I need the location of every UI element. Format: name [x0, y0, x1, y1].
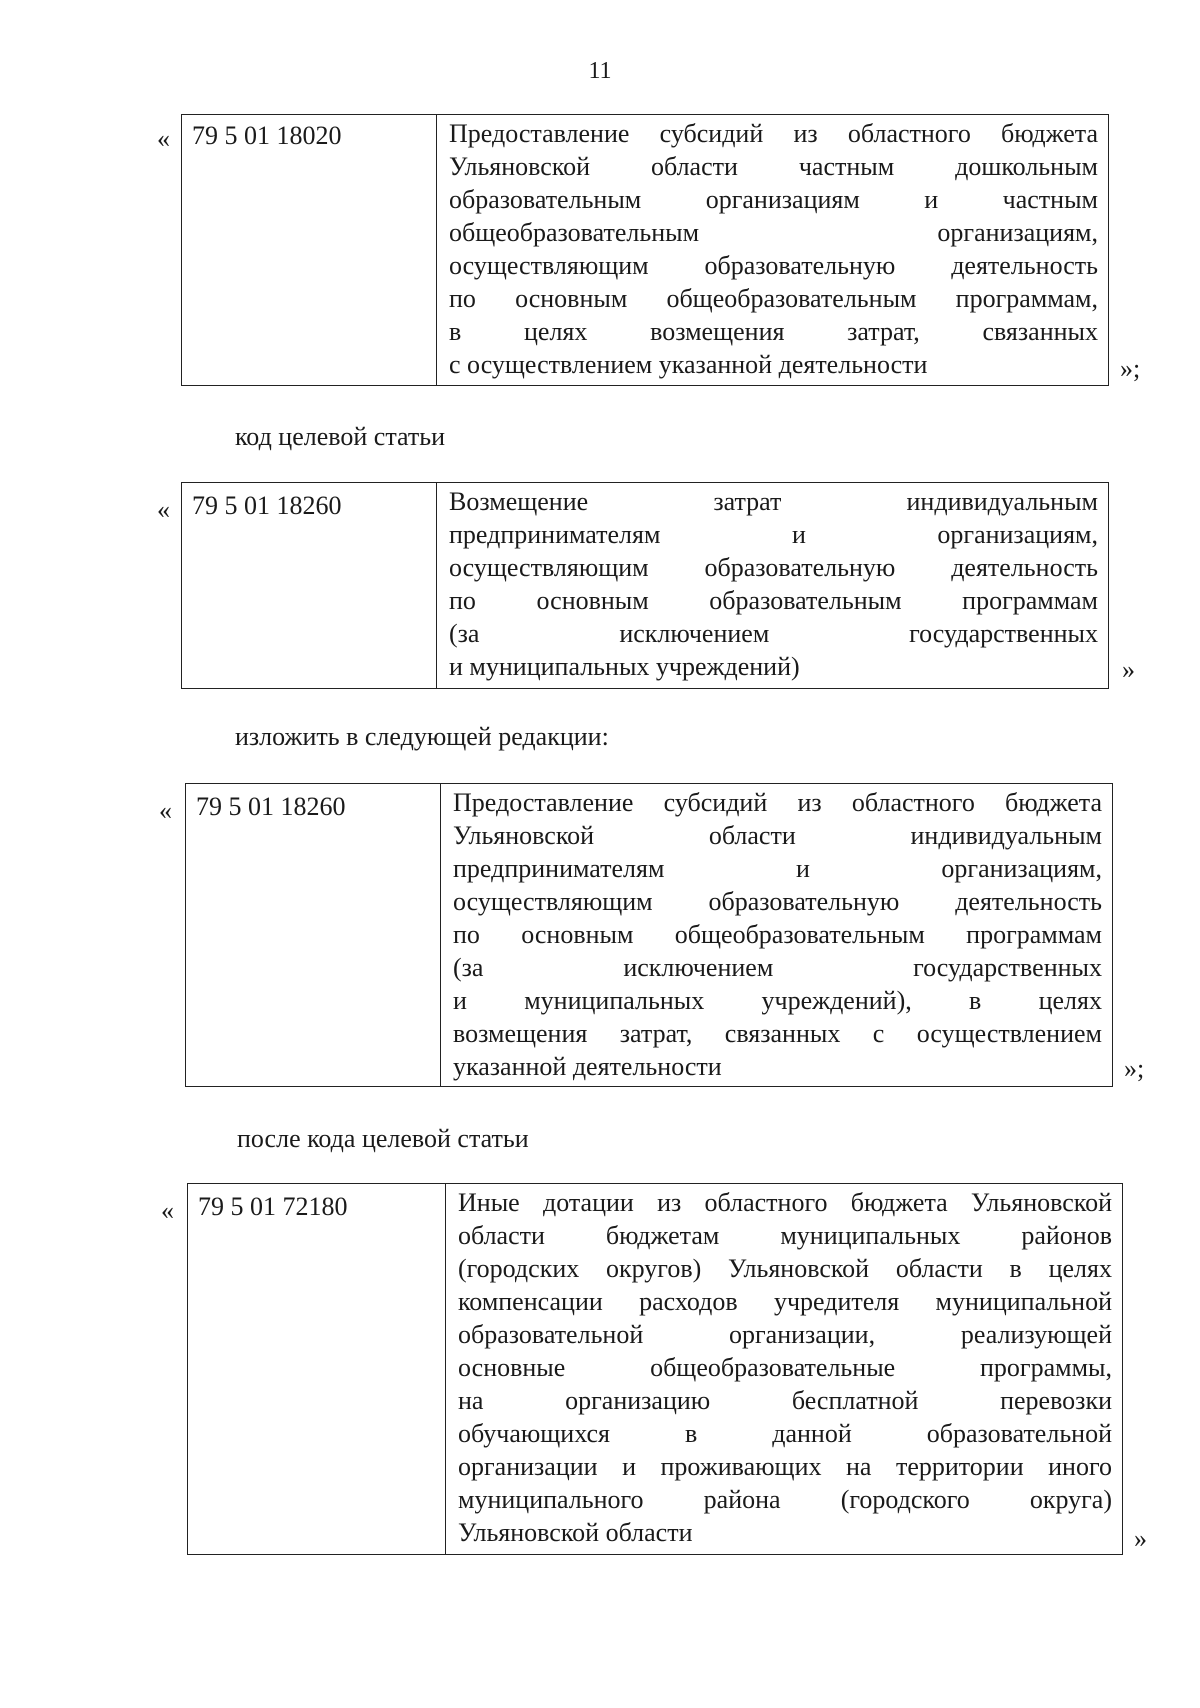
description-line: по основным общеобразовательным программам,	[449, 284, 1098, 313]
target-description	[441, 784, 1112, 1086]
description-line: Предоставление субсидий из областного бюджета	[449, 119, 1098, 148]
description-line: области бюджетам муниципальных районов	[458, 1221, 1112, 1250]
target-code: 79 5 01 18260	[182, 483, 437, 688]
target-code: 79 5 01 18260	[186, 784, 441, 1086]
description-line: предпринимателям и организациям,	[453, 854, 1102, 883]
open-quote: «	[161, 1196, 174, 1225]
code-table	[181, 114, 1109, 386]
description-line: (за исключением государственных	[449, 619, 1098, 648]
instruction-paragraph: после кода целевой статьи	[237, 1124, 529, 1153]
description-line: основные общеобразовательные программы,	[458, 1353, 1112, 1382]
instruction-paragraph: код целевой статьи	[235, 422, 445, 451]
open-quote: «	[157, 124, 170, 153]
description-line: (за исключением государственных	[453, 953, 1102, 982]
description-line: Ульяновской области частным дошкольным	[449, 152, 1098, 181]
description-line: Предоставление субсидий из областного бюджета	[453, 788, 1102, 817]
description-line: осуществляющим образовательную деятельность	[453, 887, 1102, 916]
code-table	[187, 1183, 1123, 1555]
description-line: обучающихся в данной образовательной	[458, 1419, 1112, 1448]
description-line: образовательным организациям и частным	[449, 185, 1098, 214]
description-line: и муниципальных учреждений)	[449, 652, 800, 681]
close-quote: »;	[1124, 1054, 1145, 1083]
target-code: 79 5 01 18020	[182, 115, 437, 385]
description-line: по основным образовательным программам	[449, 586, 1098, 615]
code-table	[185, 783, 1113, 1087]
close-quote: »	[1122, 655, 1135, 684]
description-line: организации и проживающих на территории иного	[458, 1452, 1112, 1481]
description-line: компенсации расходов учредителя муниципальной	[458, 1287, 1112, 1316]
description-line: осуществляющим образовательную деятельность	[449, 553, 1098, 582]
target-description	[446, 1184, 1122, 1554]
description-line: общеобразовательным организациям,	[449, 218, 1098, 247]
instruction-paragraph: изложить в следующей редакции:	[235, 722, 609, 751]
description-line: образовательной организации, реализующей	[458, 1320, 1112, 1349]
description-line: осуществляющим образовательную деятельность	[449, 251, 1098, 280]
description-line: указанной деятельности	[453, 1052, 722, 1081]
description-line: и муниципальных учреждений), в целях	[453, 986, 1102, 1015]
description-line: (городских округов) Ульяновской области в целях	[458, 1254, 1112, 1283]
description-line: по основным общеобразовательным программам	[453, 920, 1102, 949]
description-line: муниципального района (городского округа)	[458, 1485, 1112, 1514]
description-line: предпринимателям и организациям,	[449, 520, 1098, 549]
target-code: 79 5 01 72180	[188, 1184, 446, 1554]
description-line: Возмещение затрат индивидуальным	[449, 487, 1098, 516]
target-description	[437, 115, 1108, 385]
open-quote: «	[157, 495, 170, 524]
description-line: на организацию бесплатной перевозки	[458, 1386, 1112, 1415]
open-quote: «	[159, 796, 172, 825]
code-table	[181, 482, 1109, 689]
close-quote: »	[1134, 1524, 1147, 1553]
description-line: возмещения затрат, связанных с осуществлением	[453, 1019, 1102, 1048]
description-line: Ульяновской области индивидуальным	[453, 821, 1102, 850]
target-description	[437, 483, 1108, 688]
description-line: в целях возмещения затрат, связанных	[449, 317, 1098, 346]
description-line: Ульяновской области	[458, 1518, 693, 1547]
close-quote: »;	[1120, 354, 1141, 383]
description-line: Иные дотации из областного бюджета Ульяновской	[458, 1188, 1112, 1217]
description-line: с осуществлением указанной деятельности	[449, 350, 928, 379]
page-number: 11	[588, 58, 612, 84]
